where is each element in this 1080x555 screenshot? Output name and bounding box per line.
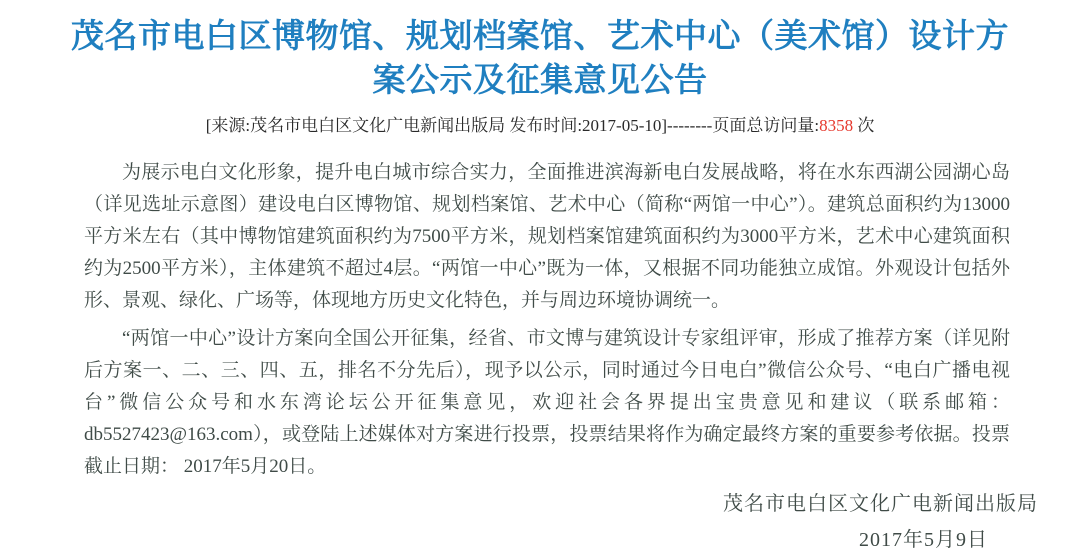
issue-date: 2017年5月9日 bbox=[859, 529, 988, 551]
visits-unit: 次 bbox=[853, 116, 875, 135]
article-meta bbox=[0, 115, 1080, 137]
visits-label: 页面总访问量: bbox=[712, 116, 820, 135]
visits-count: 8358 bbox=[819, 116, 854, 135]
issuing-authority-signature: 茂名市电白区文化广电新闻出版局 bbox=[723, 493, 1038, 515]
announcement-title: 茂名市电白区博物馆、规划档案馆、艺术中心（美术馆）设计方案公示及征集意见公告 bbox=[71, 17, 1009, 98]
body-paragraph-1: 为展示电白文化形象，提升电白城市综合实力，全面推进滨海新电白发展战略，将在水东西湖公园湖心岛（详见选址示意图）建设电白区博物馆、规划档案馆、艺术中心（简称“两馆一中心”）。建筑总面积约为13000平方米左右（其中博物馆建筑面积约为7500平方米，规划档案馆建筑面积约为3000平方米，艺术中心建筑面积约为2500平方米），主体建筑不超过4层。“两馆一中心”既为一体，又根据不同功能独立成馆。外观设计包括外形、景观、绿化、广场等，体现地方历史文化特色，并与周边环境协调统一。 bbox=[84, 162, 1010, 311]
meta-source-and-publish-date: [来源:茂名市电白区文化广电新闻出版局 发布时间:2017-05-10]-------- bbox=[205, 116, 713, 135]
announcement-body bbox=[84, 157, 1010, 483]
announcement-page bbox=[0, 14, 1080, 551]
body-paragraph-2: “两馆一中心”设计方案向全国公开征集，经省、市文博与建筑设计专家组评审，形成了推荐方案（详见附后方案一、二、三、四、五，排名不分先后），现予以公示，同时通过今日电白”微信公众号、“电白广播电视台”微信公众号和水东湾论坛公开征集意见，欢迎社会各界提出宝贵意见和建议（联系邮箱：db5527423@163.com），或登陆上述媒体对方案进行投票，投票结果将作为确定最终方案的重要参考依据。投票截止日期： 2017年5月20日。 bbox=[84, 328, 1010, 477]
